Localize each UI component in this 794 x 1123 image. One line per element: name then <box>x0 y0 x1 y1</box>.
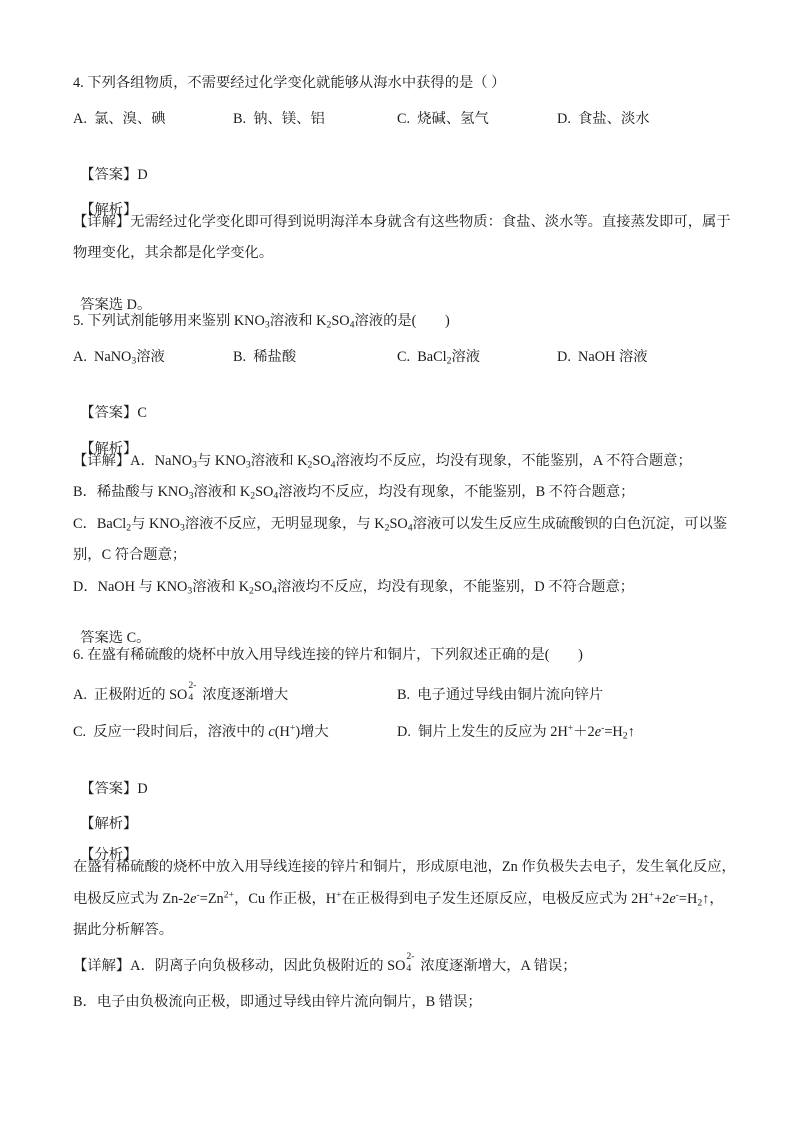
question-6-analysis-line-3 <box>73 920 173 940</box>
question-4-option-c <box>397 109 489 129</box>
italic-symbol: e <box>190 891 197 907</box>
text-run: 【详解】A．阴离子向负极移动，因此负极附近的 SO <box>73 958 406 974</box>
text-run: 电极反应式为 Zn-2 <box>73 891 191 907</box>
text-run: B. 电子通过导线由铜片流向锌片 <box>397 687 604 703</box>
subscript: 2 <box>307 459 313 471</box>
subscript: 2 <box>126 522 132 534</box>
text-run: =H <box>604 724 623 740</box>
question-6-stem <box>73 645 583 665</box>
text-run: =Zn <box>199 891 224 907</box>
question-4-option-d <box>557 109 650 129</box>
text-run: (H <box>274 724 290 740</box>
text-run: 别，C 符合题意； <box>73 547 187 563</box>
question-6-analysis-line-1 <box>73 857 736 877</box>
answer-value: D <box>137 781 148 797</box>
text-run: )增大 <box>295 724 329 740</box>
question-6-option-a <box>73 679 289 705</box>
analysis-subhead: 【分析】 <box>80 847 138 863</box>
text-run: B．稀盐酸与 KNO <box>73 484 189 500</box>
question-4-detail-line-1 <box>73 212 731 232</box>
text-run: 溶液 <box>136 349 165 365</box>
answer-label: 【答案】 <box>80 781 138 797</box>
subscript: 2 <box>384 522 390 534</box>
answer-label: 【答案】 <box>80 167 138 183</box>
text-run: D. 铜片上发生的反应为 2H <box>397 724 568 740</box>
text-run: SO <box>389 516 408 532</box>
question-6-analysis-line-2 <box>73 889 724 909</box>
text-run: 溶液可以发生反应生成硫酸钡的白色沉淀，可以鉴 <box>412 516 728 532</box>
text-run: 浓度逐渐增大 <box>198 687 289 703</box>
subscript: 3 <box>187 585 193 597</box>
text-run: 在盛有稀硫酸的烧杯中放入用导线连接的锌片和铜片，形成原电池，Zn 作负极失去电子，发生氧化反应， <box>73 859 736 875</box>
text-run: 5. 下列试剂能够用来鉴别 KNO <box>73 313 265 329</box>
superscript: - <box>675 889 679 901</box>
superscript: + <box>648 889 655 901</box>
question-5-option-c <box>397 347 480 367</box>
superscript: + <box>289 722 296 734</box>
question-5-detail-line-2 <box>73 482 634 502</box>
subscript: 4 <box>188 692 194 704</box>
subscript: 4 <box>407 522 413 534</box>
text-run: 物理变化，其余都是化学变化。 <box>73 245 274 261</box>
question-6-option-c <box>73 722 329 742</box>
superscript: 2- <box>188 679 197 691</box>
subscript: 3 <box>188 490 194 502</box>
question-6-answer <box>73 759 148 797</box>
text-run: B．电子由负极流向正极，即通过导线由锌片流向铜片，B 错误； <box>73 994 482 1010</box>
italic-symbol: e <box>669 891 676 907</box>
text-run: 溶液均不反应，均没有现象，不能鉴别，A 不符合题意； <box>335 453 692 469</box>
question-5-detail-line-5 <box>73 577 634 597</box>
subscript: 2 <box>249 585 254 597</box>
text-run: 与 KNO <box>197 453 246 469</box>
text-run: SO <box>255 484 274 500</box>
question-5-detail-line-3 <box>73 514 728 534</box>
answer-value: D <box>137 167 148 183</box>
question-5-detail-line-4 <box>73 545 186 565</box>
conclusion-text: 答案选 D。 <box>80 297 152 313</box>
question-6-analysis-label <box>73 794 138 832</box>
text-run: 溶液和 K <box>193 484 251 500</box>
text-run: A. 正极附近的 SO <box>73 687 188 703</box>
sub-sup-stack <box>187 679 198 704</box>
question-6-analysis-subhead <box>73 825 138 863</box>
question-5-detail-line-1 <box>73 451 692 471</box>
question-4-option-a <box>73 109 166 129</box>
subscript: 3 <box>131 355 137 367</box>
subscript: 4 <box>272 585 278 597</box>
subscript: 3 <box>179 522 185 534</box>
superscript: 2+ <box>223 889 235 901</box>
text-run: +2 <box>654 891 670 907</box>
subscript: 3 <box>192 459 197 471</box>
question-4-analysis-label <box>73 180 138 218</box>
question-6-detail-line-1 <box>73 950 577 976</box>
text-run: SO <box>312 453 331 469</box>
question-5-analysis-label <box>73 419 138 457</box>
text-run: 溶液均不反应，均没有现象，不能鉴别，B 不符合题意； <box>278 484 635 500</box>
question-5-answer <box>73 383 147 421</box>
question-6-detail-line-2 <box>73 992 482 1012</box>
text-run: 溶液不反应，无明显现象，与 K <box>184 516 385 532</box>
text-run: 在正极得到电子发生还原反应，电极反应式为 2H <box>341 891 649 907</box>
subscript: 4 <box>349 319 355 331</box>
text-run: B. 钠、镁、铝 <box>233 111 325 127</box>
superscript: 2- <box>406 950 415 962</box>
superscript: + <box>567 722 574 734</box>
text-run: 溶液和 K <box>269 313 327 329</box>
text-run: 据此分析解答。 <box>73 922 174 938</box>
subscript: 3 <box>245 459 251 471</box>
text-run: SO <box>331 313 350 329</box>
text-run: A. NaNO <box>73 349 132 365</box>
text-run: ↑， <box>702 891 724 907</box>
question-4-stem <box>73 73 505 93</box>
text-run: D. NaOH 溶液 <box>557 349 648 365</box>
question-4-detail-line-2 <box>73 243 273 263</box>
sub-sup-stack <box>405 950 416 975</box>
analysis-label: 【解析】 <box>80 202 138 218</box>
text-run: 溶液和 K <box>192 579 250 595</box>
subscript: 2 <box>250 490 256 502</box>
text-run: 溶液 <box>451 349 481 365</box>
text-run: 6. 在盛有稀硫酸的烧杯中放入用导线连接的锌片和铜片，下列叙述正确的是( ) <box>73 647 583 663</box>
question-5-option-b <box>233 347 296 367</box>
text-run: 4. 下列各组物质，不需要经过化学变化就能够从海水中获得的是（ ） <box>73 75 506 91</box>
superscript: - <box>601 722 605 734</box>
conclusion-text: 答案选 C。 <box>80 630 151 646</box>
analysis-label: 【解析】 <box>80 816 138 832</box>
text-run: 【详解】无需经过化学变化即可得到说明海洋本身就含有这些物质：食盐、淡水等。直接蒸发即可，属于 <box>73 214 731 230</box>
subscript: 4 <box>273 490 279 502</box>
italic-symbol: c <box>268 724 275 740</box>
text-run: ↑ <box>627 724 635 740</box>
question-4-answer <box>73 145 148 183</box>
text-run: C. 烧碱、氢气 <box>397 111 489 127</box>
subscript: 2 <box>326 319 332 331</box>
analysis-label: 【解析】 <box>80 441 138 457</box>
text-run: 浓度逐渐增大，A 错误； <box>416 958 577 974</box>
text-run: 与 KNO <box>131 516 180 532</box>
subscript: 2 <box>697 897 703 909</box>
question-4-conclusion <box>73 275 152 313</box>
text-run: =H <box>678 891 698 907</box>
text-run: 溶液的是( ) <box>354 313 450 329</box>
question-6-option-b <box>397 685 603 705</box>
text-run: B. 稀盐酸 <box>233 349 297 365</box>
text-run: SO <box>253 579 273 595</box>
subscript: 2 <box>622 730 628 742</box>
text-run: C. BaCl <box>397 349 447 365</box>
answer-label: 【答案】 <box>80 405 138 421</box>
question-5-conclusion <box>73 608 151 646</box>
text-run: C. 反应一段时间后，溶液中的 <box>73 724 269 740</box>
subscript: 4 <box>330 459 336 471</box>
text-run: 【详解】A．NaNO <box>73 453 193 469</box>
text-run: D. 食盐、淡水 <box>557 111 650 127</box>
superscript: - <box>196 889 200 901</box>
answer-value: C <box>137 405 147 421</box>
text-run: D．NaOH 与 KNO <box>73 579 188 595</box>
question-5-option-d <box>557 347 648 367</box>
text-run: A. 氯、溴、碘 <box>73 111 166 127</box>
text-run: ＋2 <box>573 724 595 740</box>
question-4-option-b <box>233 109 325 129</box>
italic-symbol: e <box>594 724 602 740</box>
question-5-option-a <box>73 347 165 367</box>
text-run: ，Cu 作正极，H <box>234 891 337 907</box>
subscript: 2 <box>446 355 452 367</box>
text-run: 溶液和 K <box>250 453 308 469</box>
superscript: + <box>336 889 342 901</box>
question-5-stem <box>73 311 450 331</box>
subscript: 4 <box>406 963 412 975</box>
question-6-option-d <box>397 722 635 742</box>
subscript: 3 <box>264 319 270 331</box>
text-run: C．BaCl <box>73 516 127 532</box>
text-run: 溶液均不反应，均没有现象，不能鉴别，D 不符合题意； <box>277 579 635 595</box>
